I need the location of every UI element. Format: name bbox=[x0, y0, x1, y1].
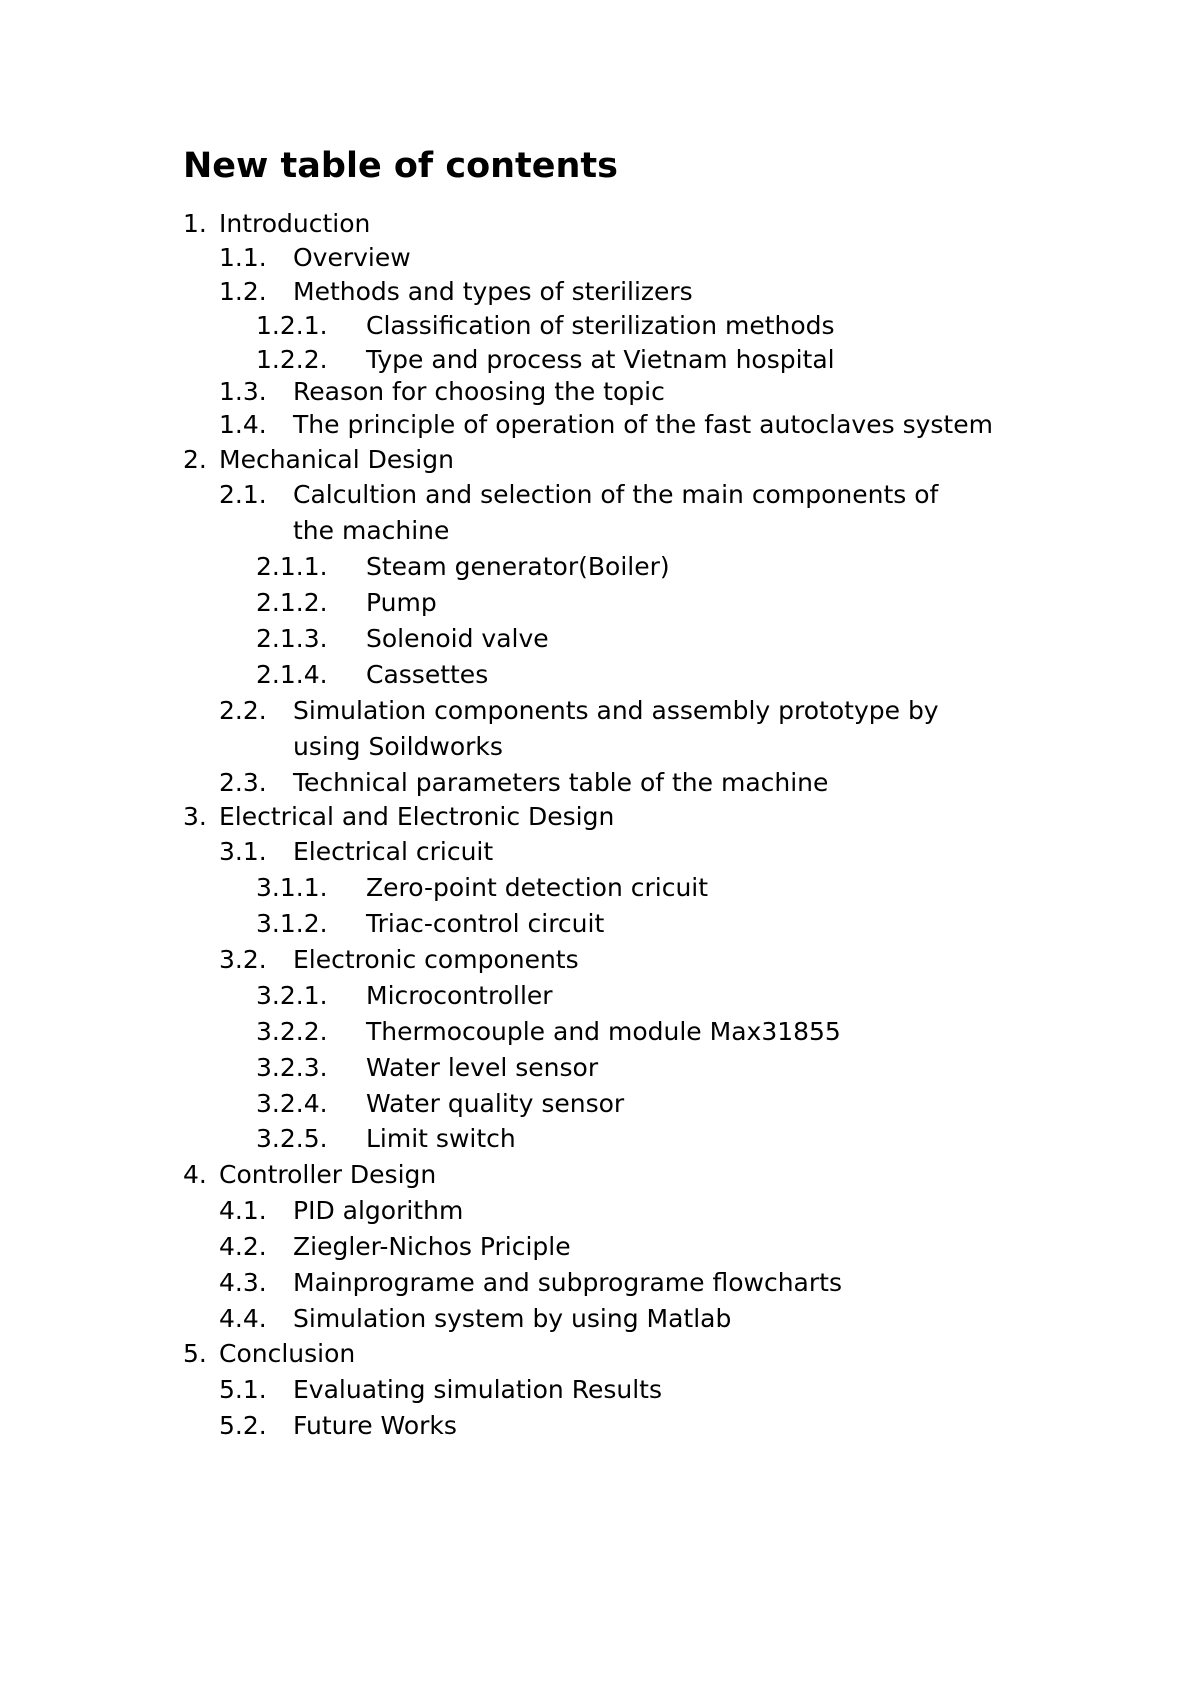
toc-number-2: 2. bbox=[183, 445, 207, 474]
toc-number-2-1-4: 2.1.4. bbox=[256, 660, 328, 689]
toc-number-4-1: 4.1. bbox=[219, 1196, 267, 1225]
toc-number-5-1: 5.1. bbox=[219, 1375, 267, 1404]
page-title: New table of contents bbox=[183, 146, 618, 186]
toc-entry-zero-point-detection: Zero-point detection cricuit bbox=[366, 873, 709, 902]
toc-number-5: 5. bbox=[183, 1339, 207, 1368]
toc-number-4: 4. bbox=[183, 1160, 207, 1189]
toc-number-5-2: 5.2. bbox=[219, 1411, 267, 1440]
toc-entry-future-works: Future Works bbox=[293, 1411, 457, 1440]
toc-number-1: 1. bbox=[183, 209, 207, 238]
toc-number-2-1: 2.1. bbox=[219, 480, 267, 509]
toc-number-4-3: 4.3. bbox=[219, 1268, 267, 1297]
toc-number-3-2-1: 3.2.1. bbox=[256, 981, 328, 1010]
toc-entry-principle-operation: The principle of operation of the fast autoclaves system bbox=[293, 410, 993, 439]
toc-entry-evaluating-results: Evaluating simulation Results bbox=[293, 1375, 662, 1404]
toc-number-3-2-3: 3.2.3. bbox=[256, 1053, 328, 1082]
toc-number-4-2: 4.2. bbox=[219, 1232, 267, 1261]
toc-number-3-1-1: 3.1.1. bbox=[256, 873, 328, 902]
toc-entry-simulation-components-cont: using Soildworks bbox=[293, 732, 503, 761]
toc-entry-microcontroller: Microcontroller bbox=[366, 981, 553, 1010]
toc-entry-reason-topic: Reason for choosing the topic bbox=[293, 377, 665, 406]
toc-number-4-4: 4.4. bbox=[219, 1304, 267, 1333]
toc-number-2-2: 2.2. bbox=[219, 696, 267, 725]
toc-entry-solenoid-valve: Solenoid valve bbox=[366, 624, 549, 653]
toc-number-2-3: 2.3. bbox=[219, 768, 267, 797]
toc-number-3-2-4: 3.2.4. bbox=[256, 1089, 328, 1118]
toc-entry-calcultion-selection-cont: the machine bbox=[293, 516, 450, 545]
toc-entry-mechanical-design: Mechanical Design bbox=[219, 445, 454, 474]
toc-entry-triac-control: Triac-control circuit bbox=[366, 909, 605, 938]
toc-entry-ziegler-nichos: Ziegler-Nichos Priciple bbox=[293, 1232, 571, 1261]
toc-entry-conclusion: Conclusion bbox=[219, 1339, 356, 1368]
toc-entry-thermocouple: Thermocouple and module Max31855 bbox=[366, 1017, 841, 1046]
toc-number-3-2-5: 3.2.5. bbox=[256, 1124, 328, 1153]
toc-number-1-2-1: 1.2.1. bbox=[256, 311, 328, 340]
toc-entry-pid-algorithm: PID algorithm bbox=[293, 1196, 464, 1225]
toc-number-1-2: 1.2. bbox=[219, 277, 267, 306]
toc-number-3-1: 3.1. bbox=[219, 837, 267, 866]
toc-entry-electronic-components: Electronic components bbox=[293, 945, 579, 974]
toc-number-3-2-2: 3.2.2. bbox=[256, 1017, 328, 1046]
toc-entry-electrical-cricuit: Electrical cricuit bbox=[293, 837, 494, 866]
toc-entry-simulation-components: Simulation components and assembly prototype by bbox=[293, 696, 939, 725]
toc-entry-simulation-matlab: Simulation system by using Matlab bbox=[293, 1304, 732, 1333]
toc-number-1-2-2: 1.2.2. bbox=[256, 345, 328, 374]
toc-number-3-2: 3.2. bbox=[219, 945, 267, 974]
toc-entry-introduction: Introduction bbox=[219, 209, 371, 238]
toc-entry-classification-methods: Classification of sterilization methods bbox=[366, 311, 835, 340]
toc-entry-water-level-sensor: Water level sensor bbox=[366, 1053, 599, 1082]
toc-entry-pump: Pump bbox=[366, 588, 437, 617]
toc-entry-type-process-hospital: Type and process at Vietnam hospital bbox=[366, 345, 835, 374]
toc-number-2-1-2: 2.1.2. bbox=[256, 588, 328, 617]
toc-number-3: 3. bbox=[183, 802, 207, 831]
toc-number-2-1-1: 2.1.1. bbox=[256, 552, 328, 581]
toc-entry-electrical-electronic-design: Electrical and Electronic Design bbox=[219, 802, 615, 831]
toc-entry-limit-switch: Limit switch bbox=[366, 1124, 516, 1153]
toc-entry-flowcharts: Mainprograme and subprograme flowcharts bbox=[293, 1268, 842, 1297]
toc-entry-cassettes: Cassettes bbox=[366, 660, 489, 689]
toc-entry-methods-types-sterilizers: Methods and types of sterilizers bbox=[293, 277, 693, 306]
toc-entry-water-quality-sensor: Water quality sensor bbox=[366, 1089, 625, 1118]
toc-entry-overview: Overview bbox=[293, 243, 411, 272]
toc-number-1-3: 1.3. bbox=[219, 377, 267, 406]
toc-entry-controller-design: Controller Design bbox=[219, 1160, 437, 1189]
toc-entry-calcultion-selection: Calcultion and selection of the main components of bbox=[293, 480, 939, 509]
toc-number-1-1: 1.1. bbox=[219, 243, 267, 272]
toc-number-3-1-2: 3.1.2. bbox=[256, 909, 328, 938]
toc-number-2-1-3: 2.1.3. bbox=[256, 624, 328, 653]
toc-entry-steam-generator: Steam generator(Boiler) bbox=[366, 552, 670, 581]
toc-entry-technical-parameters: Technical parameters table of the machine bbox=[293, 768, 829, 797]
toc-number-1-4: 1.4. bbox=[219, 410, 267, 439]
